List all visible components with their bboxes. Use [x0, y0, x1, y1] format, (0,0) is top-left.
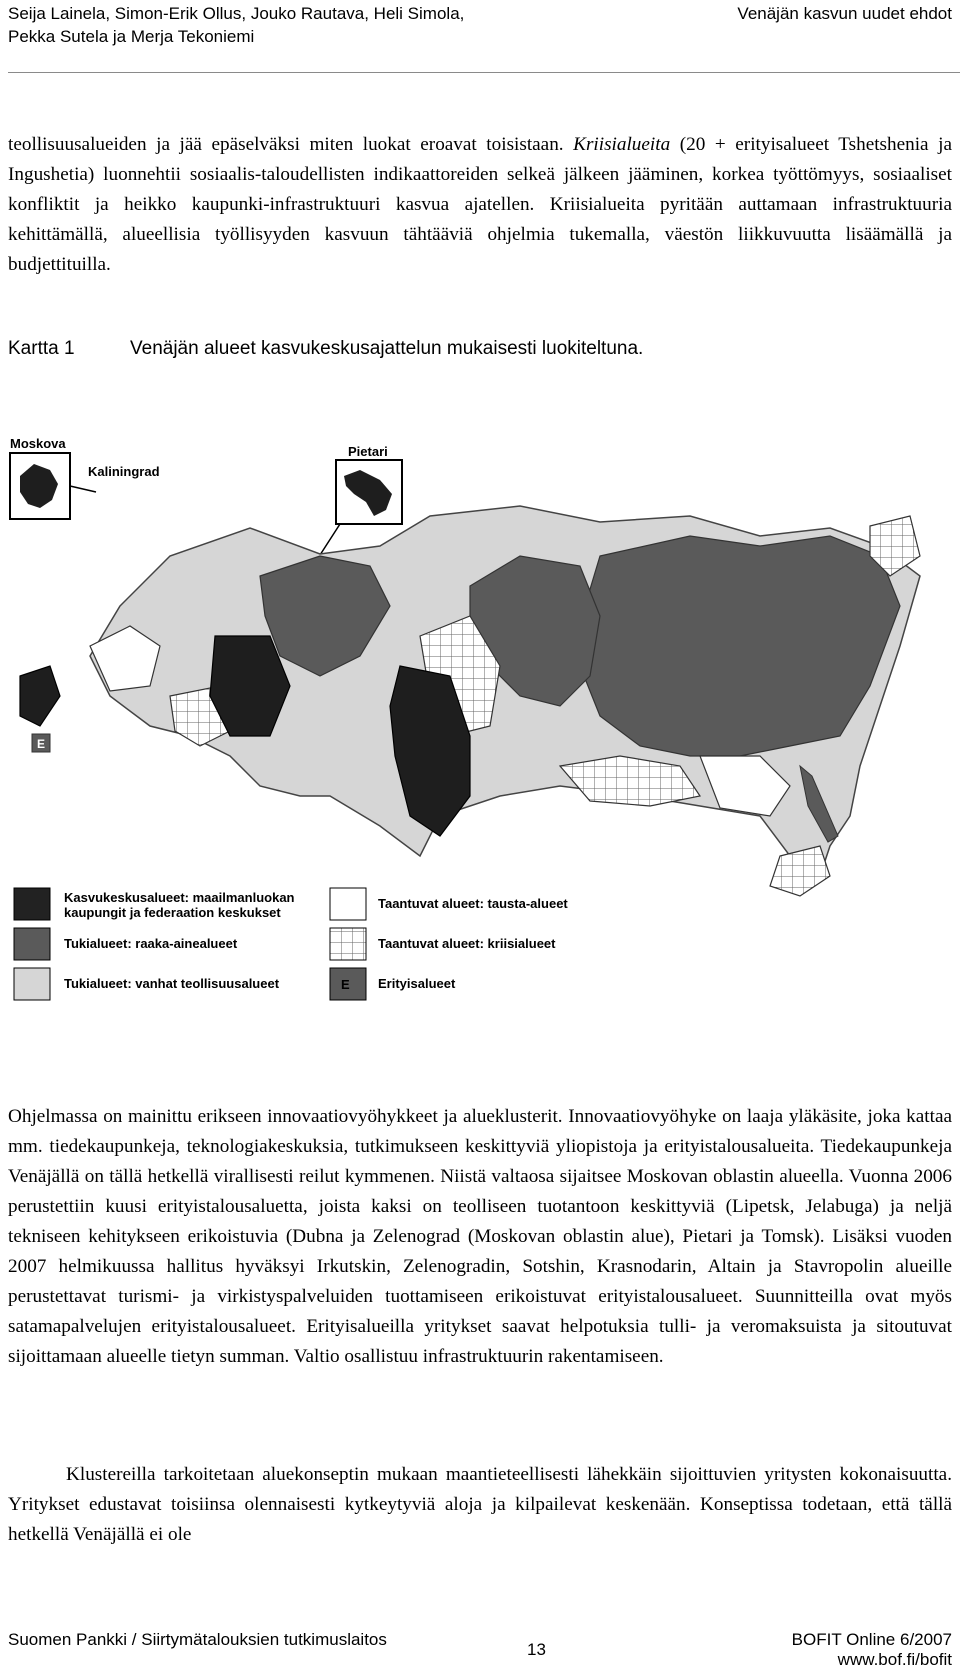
legend-raw-material-label: Tukialueet: raaka-ainealueet [64, 936, 238, 951]
kaliningrad-label: Kaliningrad [88, 464, 160, 479]
paragraph-1-start: teollisuusalueiden ja jää epäselväksi miten luokat eroavat toisistaan. [8, 134, 574, 155]
paragraph-1-emphasis: Kriisialueita [573, 134, 671, 155]
footer-series-name: BOFIT Online 6/2007 [791, 1630, 952, 1649]
paragraph-1-rest: (20 + erityisalueet Tshetshenia ja Ingushetia) luonnehtii sosiaalis-taloudellisten indikaattoreiden selkeä jälkeen jääminen, korkea työttömyys, sosiaaliset konfliktit ja heikko kaupunki-infrastruktuuri kasvua ajatellen. Kriisialueita pyritään auttamaan infrastruktuuria kehittämällä, alueellisia työllisyyden kasvuun tähtääviä ohjelmia tukemalla, väestön liikkuvuutta lisäämällä ja budjettituilla. [8, 134, 952, 275]
body-paragraph-1 [8, 130, 952, 280]
figure-label: Kartta 1 [8, 338, 75, 359]
map-legend [14, 888, 568, 1000]
page-number: 13 [527, 1640, 546, 1659]
figure-caption-text: Venäjän alueet kasvukeskusajattelun mukaisesti luokiteltuna. [130, 338, 644, 359]
region-growth-moskova [20, 666, 60, 726]
moskova-inset-leader [70, 486, 96, 492]
legend-swatch-crisis [330, 928, 366, 960]
legend-crisis-label: Taantuvat alueet: kriisialueet [378, 936, 556, 951]
region-crisis-fareast [770, 846, 830, 896]
legend-growth-line2: kaupungit ja federaation keskukset [64, 905, 281, 920]
legend-swatch-raw-material [14, 928, 50, 960]
legend-growth-line1: Kasvukeskusalueet: maailmanluokan [64, 890, 295, 905]
running-header-authors [8, 2, 464, 48]
russia-regions-map-figure [0, 436, 960, 1076]
legend-swatch-growth [14, 888, 50, 920]
figure-caption [8, 337, 643, 361]
running-header-title: Venäjän kasvun uudet ehdot [737, 4, 952, 23]
footer-series [792, 1630, 952, 1670]
legend-background-label: Taantuvat alueet: tausta-alueet [378, 896, 568, 911]
inset-moskova-label: Moskova [10, 436, 66, 451]
legend-special-marker: E [341, 977, 350, 992]
legend-swatch-background [330, 888, 366, 920]
footer-institution: Suomen Pankki / Siirtymätalouksien tutkimuslaitos [8, 1630, 387, 1649]
body-paragraph-2: Ohjelmassa on mainittu erikseen innovaatiovyöhykkeet ja alueklusterit. Innovaatiovyöhyke on laaja yläkäsite, joka kattaa mm. tiedekaupunkeja, teknologiakeskuksia, tutkimukseen keskittyviä yliopistoja ja erityistalousalueita. Tiedekaupunkeja Venäjällä on tällä hetkellä virallisesti reilut kymmenen. Niistä valtaosa sijaitsee Moskovan oblastin alueella. Vuonna 2006 perustettiin kuusi erityistalousaluetta, joista kaksi on teolliseen tuotantoon keskittyviä (Lipetsk, Jelabuga) ja neljä tekniseen kehitykseen erikoistuvia (Dubna ja Zelenograd (Moskovan oblastin alue), Pietari ja Tomsk). Lisäksi vuoden 2007 helmikuussa hallitus hyväksyi Irkutskin, Zelenogradin, Sotshin, Krasnodarin, Altain ja Stavropolin alueille perustettavat turismi- ja virkistyspalveluiden tuottamiseen erikoistuvat erityistalousalueet. Suunnitteilla ovat myös satamapalvelujen erityistalousalueet. Erityisalueilla yritykset saavat helpotuksia tulli- ja veromaksuista ja sitoutuvat sijoittamaan alueelle tietyn summan. Valtio osallistuu infrastruktuurin rakentamiseen. [8, 1106, 952, 1367]
legend-old-industrial-label: Tukialueet: vanhat teollisuusalueet [64, 976, 280, 991]
special-region-marker: E [37, 737, 46, 751]
header-authors-line2: Pekka Sutela ja Merja Tekoniemi [8, 27, 255, 46]
legend-swatch-old-industrial [14, 968, 50, 1000]
inset-pietari-label: Pietari [348, 444, 388, 459]
map-svg [0, 436, 960, 1076]
footer-url: www.bof.fi/bofit [837, 1650, 952, 1669]
header-divider [8, 72, 960, 73]
header-authors-line1: Seija Lainela, Simon-Erik Ollus, Jouko Rautava, Heli Simola, [8, 4, 465, 23]
legend-special-label: Erityisalueet [378, 976, 456, 991]
body-paragraph-3: Klustereilla tarkoitetaan aluekonseptin mukaan maantieteellisesti lähekkäin sijoittuvien yritysten kokonaisuutta. Yritykset edustavat toisiinsa olennaisesti kytkeytyviä aloja ja kilpailevat keskenään. Konseptissa todetaan, että tällä hetkellä Venäjällä ei ole [8, 1464, 952, 1545]
